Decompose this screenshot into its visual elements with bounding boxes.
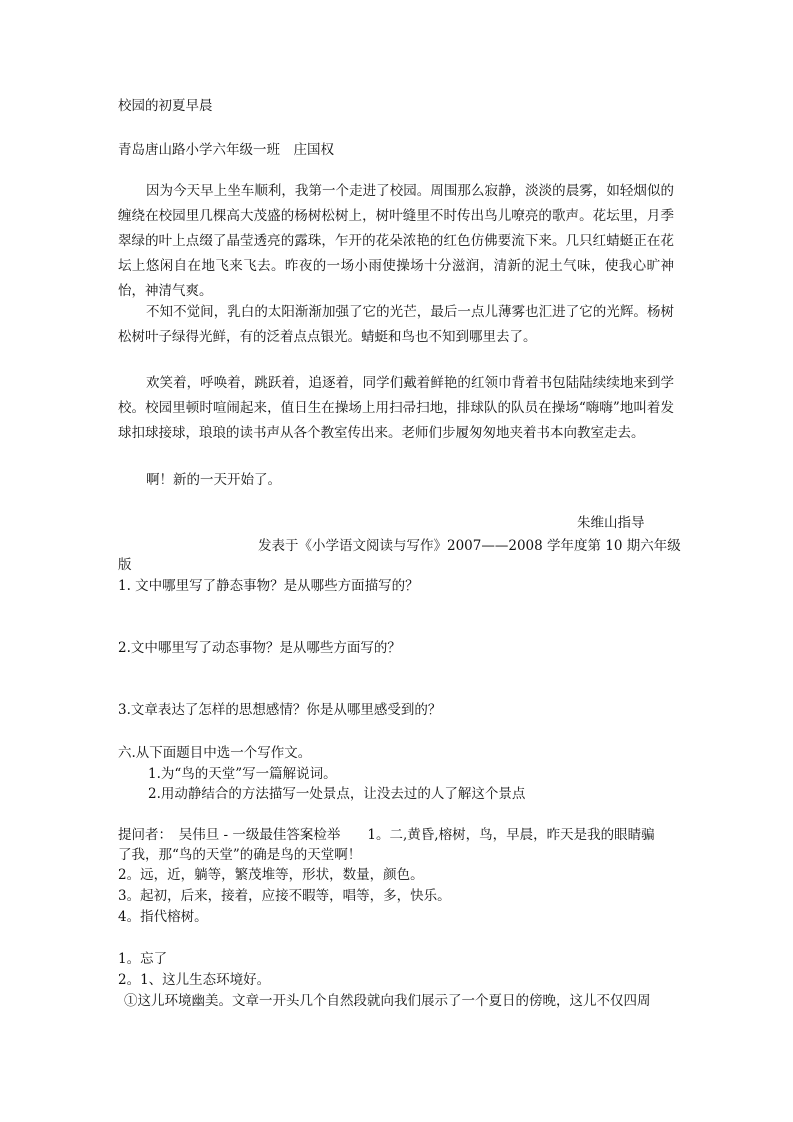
answer-set2-item-2-detail: ①这儿环境幽美。文章一开头几个自然段就向我们展示了一个夏日的傍晚，这儿不仅四周 [124, 993, 651, 1009]
answer-set2-item-1: 1。忘了 [118, 951, 168, 967]
question-2: 2.文中哪里写了动态事物？是从哪些方面写的？ [118, 640, 401, 656]
article-author: 青岛唐山路小学六年级一班 庄国权 [118, 142, 334, 158]
answer-item-4: 4。指代榕树。 [118, 909, 208, 925]
article-paragraph-1: 因为今天早上坐车顺利，我第一个走进了校园。周围那么寂静，淡淡的晨雾，如轻烟似的缠绕在校园里几棵高大茂盛的杨树松树上，树叶缝里不时传出鸟儿嘹亮的歌声。花坛里，月季翠绿的叶上点缀了晶莹透亮的露珠，乍开的花朵浓艳的红色仿佛要流下来。几只红蜻蜓正在花坛上悠闲自在地飞来飞去。昨夜的一场小雨使操场十分滋润，清新的泥土气味，使我心旷神怡，神清气爽。 [118, 183, 674, 299]
article-title: 校园的初夏早晨 [118, 98, 213, 114]
answer-header: 提问者： 吴伟旦 - 一级最佳答案检举 1。二,黄昏,榕树，鸟，早晨，昨天是我的眼睛骗 [118, 827, 655, 843]
publication-info: 发表于《小学语文阅读与写作》2007——2008 学年度第 10 期六年级 [258, 538, 681, 554]
writing-task-heading: 六.从下面题目中选一个写作文。 [118, 745, 312, 761]
answer-item-2: 2。远，近，躺等，繁茂堆等，形状，数量，颜色。 [118, 867, 424, 883]
writing-option-1: 1.为“鸟的天堂”写一篇解说词。 [148, 766, 337, 782]
writing-option-2: 2.用动静结合的方法描写一处景点，让没去过的人了解这个景点 [148, 786, 526, 802]
question-1: 1. 文中哪里写了静态事物？是从哪些方面描写的？ [118, 578, 419, 594]
article-paragraph-2: 不知不觉间，乳白的太阳渐渐加强了它的光芒，最后一点儿薄雾也汇进了它的光辉。杨树松树叶子绿得光鲜，有的泛着点点银光。蜻蜓和鸟也不知到哪里去了。 [118, 304, 674, 345]
answer-item-3: 3。起初，后来，接着，应接不暇等，唱等，多，快乐。 [118, 888, 451, 904]
answer-continuation: 了我，那“鸟的天堂”的确是鸟的天堂啊！ [118, 847, 362, 863]
teacher-credit: 朱维山指导 [577, 515, 645, 531]
publication-info-continued: 版 [118, 557, 132, 573]
question-3: 3.文章表达了怎样的思想感情？你是从哪里感受到的？ [118, 702, 442, 718]
answer-set2-item-2: 2。1、这儿生态环境好。 [118, 972, 271, 988]
article-paragraph-4: 啊！新的一天开始了。 [146, 472, 281, 488]
article-paragraph-3: 欢笑着，呼唤着，跳跃着，追逐着，同学们戴着鲜艳的红领巾背着书包陆陆续续地来到学校。校园里顿时喧闹起来，值日生在操场上用扫帚扫地，排球队的队员在操场“嗨嗨”地叫着发球扣球接球，琅琅的读书声从各个教室传出来。老师们步履匆匆地夹着书本向教室走去。 [118, 375, 674, 441]
